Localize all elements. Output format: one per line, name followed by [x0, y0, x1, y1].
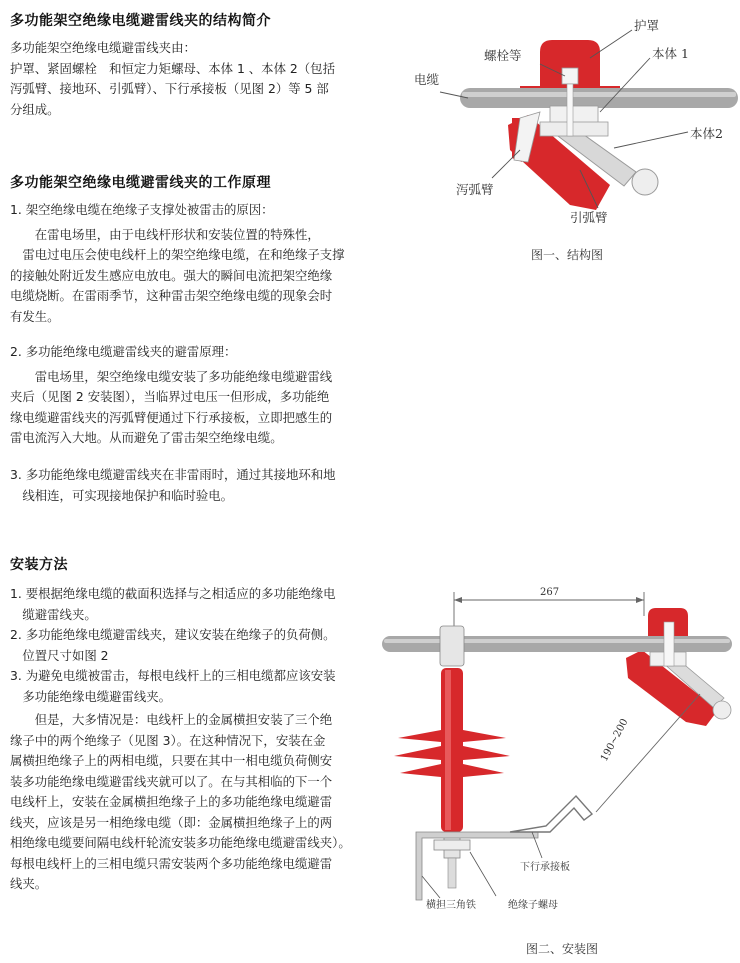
section2-item2-line: 夹后（见图 2 安装图），当临界过电压一但形成，多功能绝: [10, 389, 330, 404]
insulator-shed: [463, 764, 504, 777]
section2-item1-line: 有发生。: [10, 308, 60, 324]
clamp2-bolt: [664, 622, 674, 666]
body2-leader: [614, 132, 688, 148]
body1-label: 本体 1: [652, 46, 689, 61]
insulator-shed: [398, 730, 441, 742]
section2-item1-line: 雷电过电压会使电线杆上的架空绝缘电缆，在和绝缘子支撑: [10, 247, 345, 262]
insulator-nut: [434, 840, 470, 850]
figure1-caption: 图一、结构图: [531, 248, 604, 262]
section3-line: 2. 多功能绝缘电缆避雷线夹，建议安装在绝缘子的负荷侧。: [10, 627, 336, 642]
insulator-nut-label: 绝缘子螺母: [508, 900, 558, 911]
insulator-top-cap: [440, 626, 464, 666]
section2-item2-line: 2. 多功能绝缘电缆避雷线夹的避雷原理：: [10, 344, 237, 359]
section3-line: 属横担绝缘子上的两相电缆，只要在其中一相电缆负荷侧安: [10, 753, 333, 768]
receiver-plate-label: 下行承接板: [520, 862, 570, 873]
section2-item1-line: 1. 架空绝缘电缆在绝缘子支撑处被雷击的原因：: [10, 202, 274, 217]
installation-figure: [370, 570, 740, 930]
section3-line: 1. 要根据绝缘电缆的截面积选择与之相适应的多功能绝缘电: [10, 586, 336, 601]
crossarm-label: 横担三角铁: [426, 900, 476, 911]
insulator-shed: [463, 746, 510, 760]
section1-body: [10, 38, 335, 120]
section3-line: 每根电线杆上的三相电缆只需安装两个多功能绝缘电缆避雷: [10, 855, 333, 871]
section2-item2-line: 雷电流泻入大地。从而避免了雷击架空绝缘电缆。: [10, 430, 283, 445]
section2-item1: [10, 200, 345, 327]
section3-line: 装多功能绝缘电缆避雷线夹就可以了。在与其相临的下一个: [10, 773, 333, 789]
dim-190-200-label: 190~200: [598, 717, 631, 764]
insulator-shed: [394, 746, 441, 760]
crossarm-leader: [422, 876, 440, 898]
insulator-shed: [400, 764, 441, 777]
body1-lower: [540, 122, 608, 136]
dim-267-label: 267: [540, 587, 560, 598]
body2-label: 本体2: [690, 126, 723, 141]
section3-line: 线夹。: [10, 876, 48, 891]
section2-item1-line: 在雷电场里，由于电线杆形状和安装位置的特殊性，: [10, 226, 320, 242]
section2-title: 多功能架空绝缘电缆避雷线夹的工作原理: [10, 175, 271, 191]
insulator-threaded-rod: [448, 858, 456, 888]
section2-item3: [10, 465, 336, 506]
section2-item2: [10, 342, 332, 449]
discharge-arm-leader: [492, 150, 520, 178]
cable: [460, 88, 738, 108]
section2-item2-line: 雷电场里，架空绝缘电缆安装了多功能绝缘电缆避雷线: [10, 368, 333, 384]
insulator-body: [441, 668, 463, 832]
section3-title: 安装方法: [10, 557, 68, 573]
cable2: [382, 636, 732, 652]
cable2-highlight: [384, 639, 730, 643]
cable-highlight: [462, 92, 736, 97]
discharge-arm-label: 泻弧臂: [456, 182, 494, 197]
section1-line: 多功能架空绝缘电缆避雷线夹由：: [10, 40, 196, 55]
lead-arm-ball: [632, 169, 658, 195]
dim-267-arrow-left: [454, 597, 462, 603]
section3-line: 3. 为避免电缆被雷击，每根电线杆上的三相电缆都应该安装: [10, 668, 336, 683]
body1: [550, 106, 598, 124]
section1-line: 护罩、紧固螺栓 和恒定力矩螺母、本体 1 、本体 2（包括: [10, 60, 335, 76]
section3-line: 线夹，应该是另一相绝缘电缆（即：金属横担绝缘子上的两: [10, 814, 333, 830]
bolt-shaft: [567, 84, 573, 136]
clamp2-lead-arm-ball: [713, 701, 731, 719]
cover-label: 护罩: [634, 18, 660, 33]
insulator-nut-leader: [470, 852, 496, 896]
section3-line: 但是，大多情况是：电线杆上的金属横担安装了三个绝: [10, 712, 333, 727]
figure2-caption: 图二、安装图: [526, 942, 599, 956]
receiver-plate: [510, 796, 592, 832]
insulator-shed: [463, 730, 506, 742]
bolt-label: 螺栓等: [484, 48, 522, 63]
section3-line: 位置尺寸如图 2: [10, 647, 109, 663]
section1-title: 多功能架空绝缘电缆避雷线夹的结构简介: [10, 13, 271, 29]
dim-267-arrow-right: [636, 597, 644, 603]
structure-figure: [400, 0, 740, 240]
section3-line: 多功能绝缘电缆避雷线夹。: [10, 688, 172, 704]
section3-line: 缘子中的两个绝缘子（见图 3）。在这种情况下，安装在金: [10, 732, 326, 748]
section3-line: 相绝缘电缆要间隔电线杆轮流安装多功能绝缘电缆避雷线夹）。: [10, 835, 351, 850]
section2-item2-line: 缘电缆避雷线夹的泻弧臂便通过下行承接板，立即把感生的: [10, 409, 333, 425]
section2-item3-line: 线相连，可实现接地保护和临时验电。: [10, 487, 234, 503]
section2-item1-line: 的接触处附近发生感应电放电。强大的瞬间电流把架空绝缘: [10, 267, 333, 283]
section1-line: 泻弧臂、接地环、引弧臂）、下行承接板（见图 2）等 5 部: [10, 81, 329, 96]
section2-item3-line: 3. 多功能绝缘电缆避雷线夹在非雷雨时，通过其接地环和地: [10, 467, 336, 482]
section2-item1-line: 电缆烧断。在雷雨季节，这种雷击架空绝缘电缆的现象会时: [10, 288, 333, 303]
cable-label: 电缆: [414, 72, 440, 87]
section3-line: 缆避雷线夹。: [10, 606, 97, 622]
lead-arm-label: 引弧臂: [570, 210, 608, 225]
section3-line: 电线杆上，安装在金属横担绝缘子上的多功能绝缘电缆避雷: [10, 794, 333, 809]
section1-line: 分组成。: [10, 101, 60, 117]
insulator-body-shade: [445, 670, 451, 830]
section3-body: [10, 584, 351, 895]
